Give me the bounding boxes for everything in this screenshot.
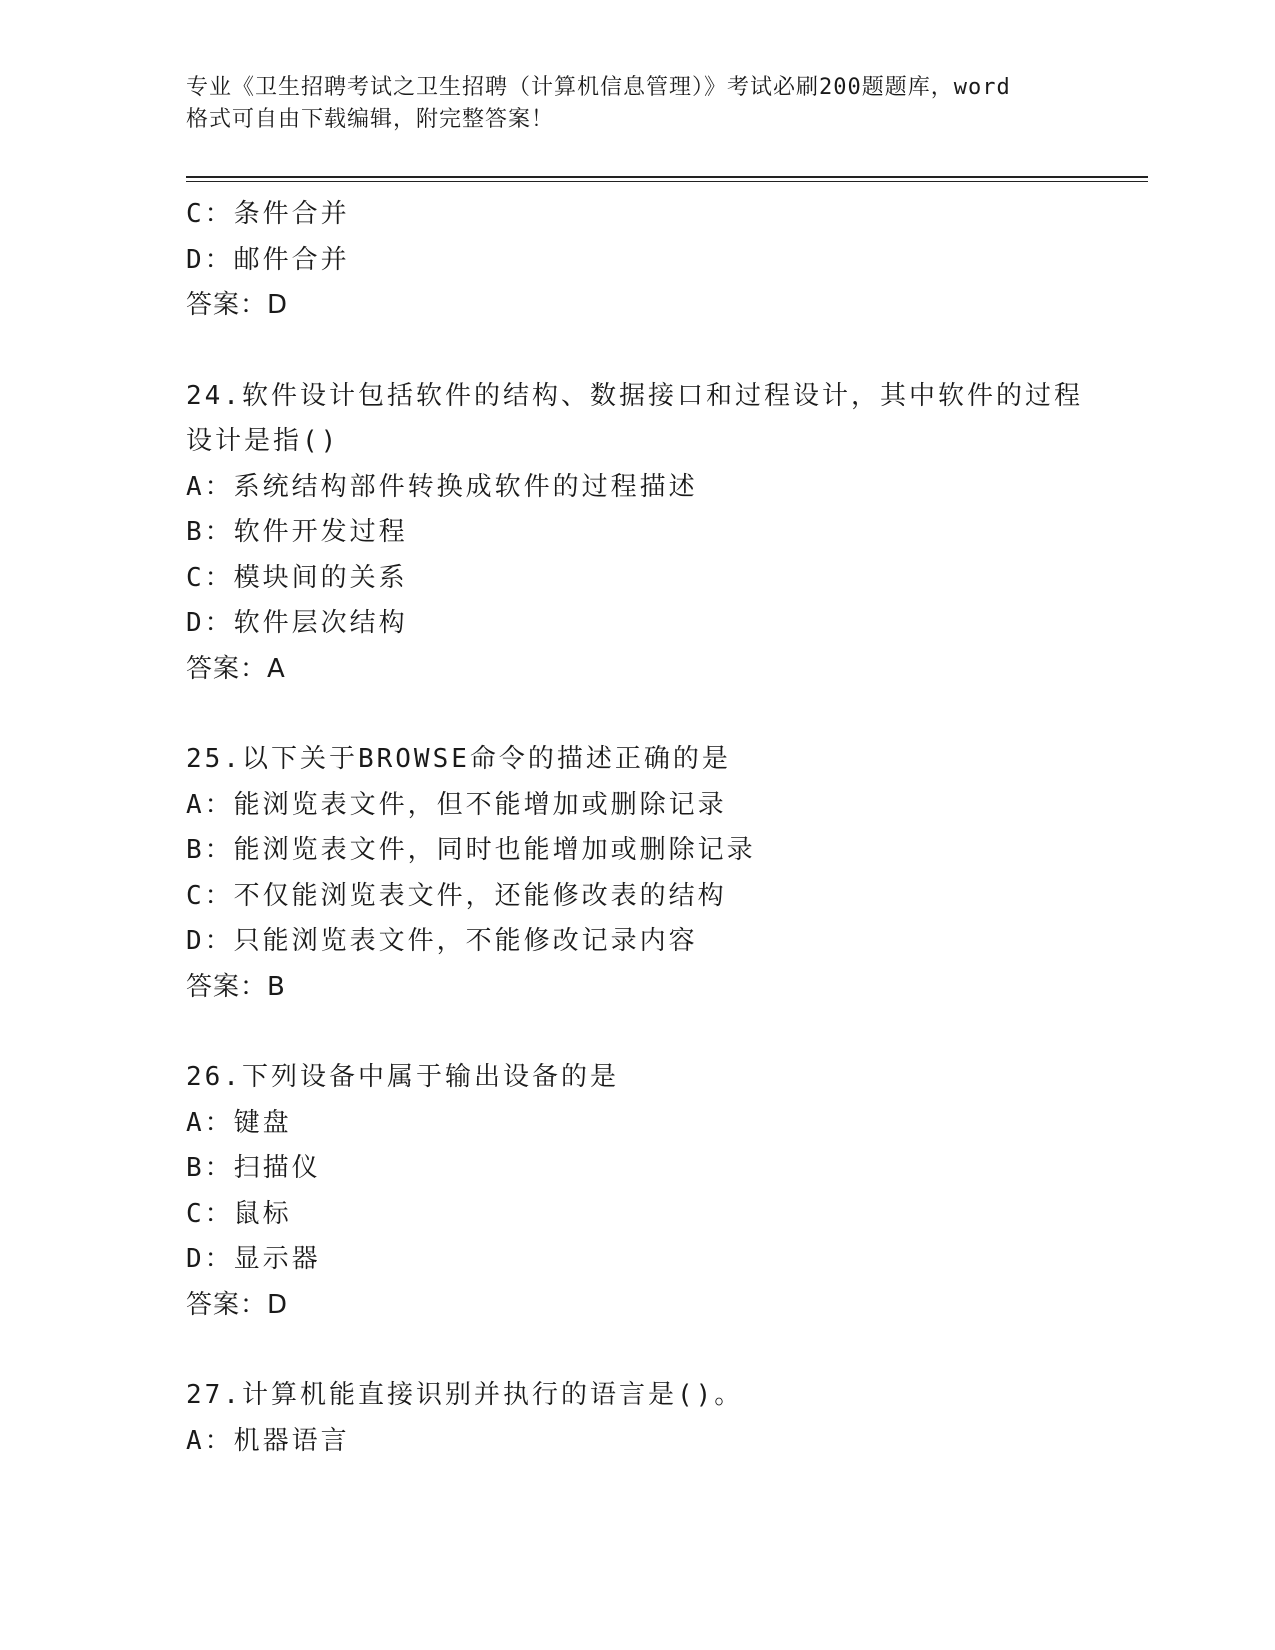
option-d: D：软件层次结构 bbox=[186, 608, 408, 638]
page-header bbox=[186, 72, 1086, 136]
option-d: D：邮件合并 bbox=[186, 244, 350, 275]
question-25 bbox=[186, 737, 1086, 1010]
option-a: A：机器语言 bbox=[186, 1425, 350, 1456]
answer-line: 答案：B bbox=[186, 971, 286, 1002]
question-23-tail bbox=[186, 192, 1086, 329]
header-line-2: 格式可自由下载编辑，附完整答案！ bbox=[186, 107, 555, 132]
question-26 bbox=[186, 1055, 1086, 1328]
option-a: A：能浏览表文件，但不能增加或删除记录 bbox=[186, 789, 727, 820]
question-stem: 24.软件设计包括软件的结构、数据接口和过程设计，其中软件的过程 bbox=[186, 380, 1083, 411]
spacer bbox=[186, 329, 1086, 374]
answer-line: 答案：A bbox=[186, 653, 286, 684]
option-d: D：只能浏览表文件，不能修改记录内容 bbox=[186, 926, 698, 956]
option-d: D：显示器 bbox=[186, 1244, 321, 1274]
option-a: A：系统结构部件转换成软件的过程描述 bbox=[186, 471, 698, 502]
answer-line: 答案：D bbox=[186, 290, 289, 320]
spacer bbox=[186, 1010, 1086, 1055]
question-24 bbox=[186, 374, 1086, 693]
spacer bbox=[186, 1328, 1086, 1373]
option-c: C：鼠标 bbox=[186, 1198, 292, 1229]
spacer bbox=[186, 692, 1086, 737]
option-b: B：能浏览表文件，同时也能增加或删除记录 bbox=[186, 835, 756, 865]
question-stem: 26.下列设备中属于输出设备的是 bbox=[186, 1062, 619, 1092]
option-a: A：键盘 bbox=[186, 1107, 292, 1138]
answer-line: 答案：D bbox=[186, 1289, 289, 1320]
header-line-1: 专业《卫生招聘考试之卫生招聘（计算机信息管理）》考试必刷200题题库，word bbox=[186, 75, 1011, 100]
option-b: B：扫描仪 bbox=[186, 1153, 321, 1183]
option-b: B：软件开发过程 bbox=[186, 517, 408, 547]
question-stem: 27.计算机能直接识别并执行的语言是()。 bbox=[186, 1380, 744, 1410]
question-stem: 25.以下关于BROWSE命令的描述正确的是 bbox=[186, 744, 731, 774]
option-c: C：条件合并 bbox=[186, 199, 350, 229]
option-c: C：模块间的关系 bbox=[186, 562, 408, 593]
header-divider bbox=[186, 176, 1148, 178]
option-c: C：不仅能浏览表文件，还能修改表的结构 bbox=[186, 880, 727, 911]
question-27 bbox=[186, 1373, 1086, 1464]
question-stem-continued: 设计是指() bbox=[186, 426, 340, 456]
header-divider-thin bbox=[186, 181, 1148, 182]
document-body bbox=[186, 192, 1086, 1464]
